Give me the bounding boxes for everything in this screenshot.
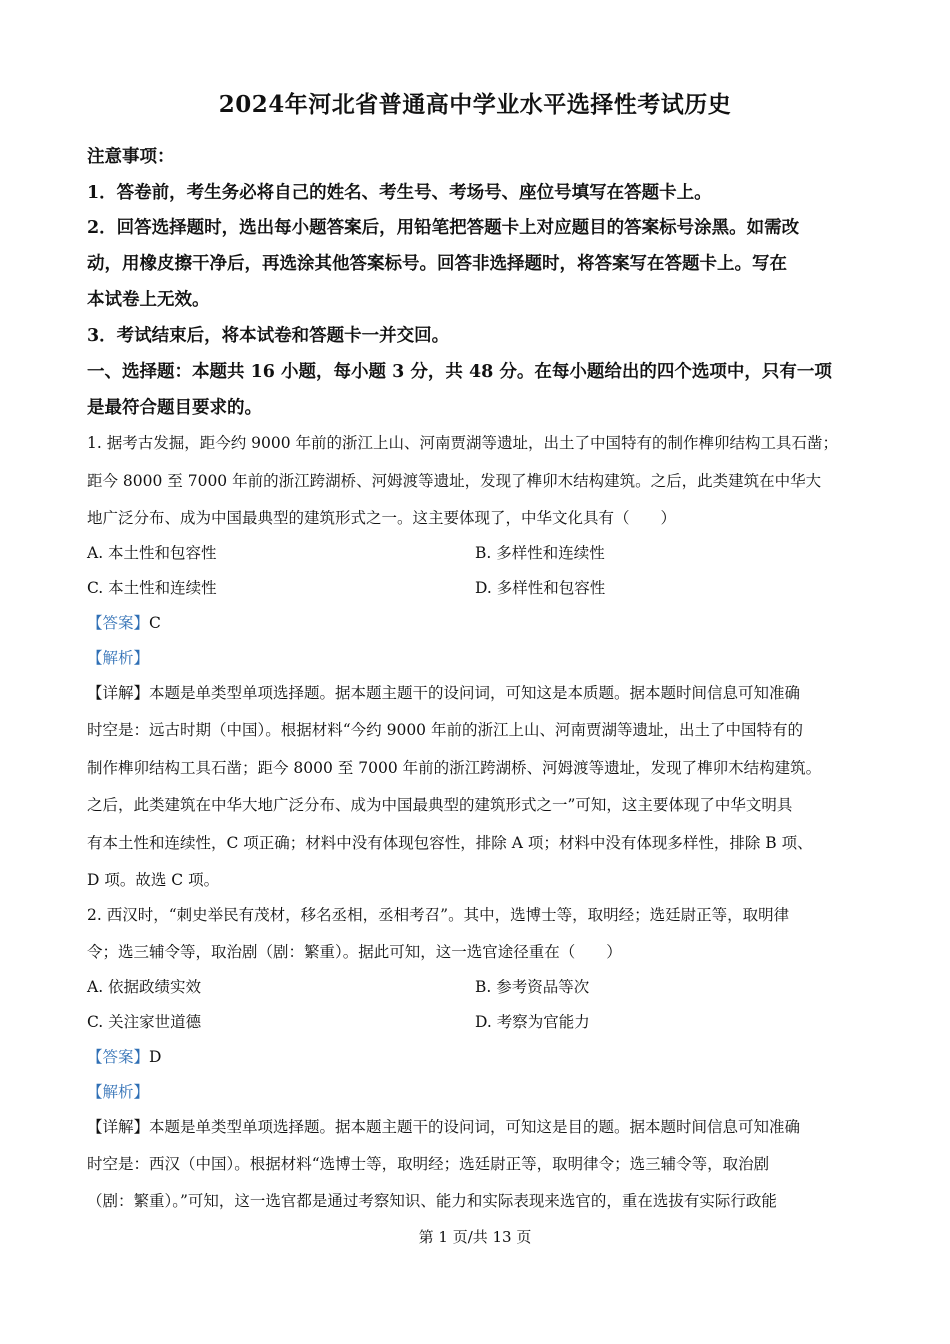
q2-detail-line-1 [87, 1115, 877, 1137]
notice-item-2-line-1: 2．回答选择题时，选出每小题答案后，用铅笔把答题卡上对应题目的答案标号涂黑。如需改 [87, 218, 800, 238]
q1-option-a: A. 本土性和包容性 [87, 544, 217, 562]
notice-heading: 注意事项： [87, 147, 175, 167]
q2-detail-text-1: 本题是单类型单项选择题。据本题主题干的设问词，可知这是目的题。据本题时间信息可知准确 [149, 1118, 801, 1136]
q1-detail-tag: 【详解】 [87, 684, 150, 702]
q1-detail-line-1 [87, 681, 877, 703]
q2-answer-value: D [149, 1048, 162, 1066]
q2-stem-line-2: 令；选三辅令等，取治剧（剧：繁重）。据此可知，这一选官途径重在（ ） [87, 943, 622, 961]
section-heading-line-1: 一、选择题：本题共 16 小题，每小题 3 分，共 48 分。在每小题给出的四个选项中，只有一项 [87, 362, 832, 382]
q2-detail-line-3: （剧：繁重）。”可知，这一选官都是通过考察知识、能力和实际表现来选官的，重在选拔有实际行政能 [87, 1192, 777, 1210]
q1-detail-line-4: 之后，此类建筑在中华大地广泛分布、成为中国最典型的建筑形式之一”可知，这主要体现了中华文明具 [87, 796, 793, 814]
q1-stem-line-1: 1. 据考古发掘，距今约 9000 年前的浙江上山、河南贾湖等遗址，出土了中国特有的制作榫卯结构工具石凿； [87, 434, 839, 452]
q1-detail-line-6: D 项。故选 C 项。 [87, 871, 220, 889]
q1-analysis-tag: 【解析】 [87, 649, 150, 667]
q2-detail-tag: 【详解】 [87, 1118, 150, 1136]
section-heading-line-2: 是最符合题目要求的。 [87, 398, 262, 418]
q1-answer-value: C [149, 614, 161, 632]
q2-option-b: B. 参考资品等次 [475, 978, 590, 996]
q1-detail-line-3: 制作榫卯结构工具石凿；距今 8000 至 7000 年前的浙江跨湖桥、河姆渡等遗址，发现了榫卯木结构建筑。 [87, 759, 822, 777]
q1-options-row-2 [87, 576, 877, 598]
q2-answer [87, 1045, 877, 1067]
q1-stem-line-3: 地广泛分布、成为中国最典型的建筑形式之一。这主要体现了，中华文化具有（ ） [87, 509, 677, 527]
page-title: 2024年河北省普通高中学业水平选择性考试历史 [218, 91, 732, 118]
notice-item-2-line-2: 动，用橡皮擦干净后，再选涂其他答案标号。回答非选择题时，将答案写在答题卡上。写在 [87, 254, 787, 274]
q1-detail-text-1: 本题是单类型单项选择题。据本题主题干的设问词，可知这是本质题。据本题时间信息可知准确 [149, 684, 801, 702]
q1-options-row-1 [87, 541, 877, 563]
q1-stem-line-2: 距今 8000 至 7000 年前的浙江跨湖桥、河姆渡等遗址，发现了榫卯木结构建筑。之后，此类建筑在中华大 [87, 472, 822, 490]
q2-detail-line-2: 时空是：西汉（中国）。根据材料“选博士等，取明经；选廷尉正等，取明律令；选三辅令等，取治剧 [87, 1155, 770, 1173]
q1-detail-line-5: 有本土性和连续性，C 项正确；材料中没有体现包容性，排除 A 项；材料中没有体现多样性，排除 B 项、 [87, 834, 813, 852]
q2-option-d: D. 考察为官能力 [475, 1013, 590, 1031]
q1-option-b: B. 多样性和连续性 [475, 544, 605, 562]
q2-options-row-1 [87, 975, 877, 997]
q1-option-d: D. 多样性和包容性 [475, 579, 606, 597]
q2-answer-tag: 【答案】 [87, 1048, 150, 1066]
q1-answer-tag: 【答案】 [87, 614, 150, 632]
q2-options-row-2 [87, 1010, 877, 1032]
page-footer: 第 1 页/共 13 页 [418, 1228, 532, 1246]
q1-option-c: C. 本土性和连续性 [87, 579, 217, 597]
notice-item-3: 3．考试结束后，将本试卷和答题卡一并交回。 [87, 326, 450, 346]
notice-item-2-line-3: 本试卷上无效。 [87, 290, 210, 310]
q2-analysis-tag: 【解析】 [87, 1083, 150, 1101]
notice-item-1: 1．答卷前，考生务必将自己的姓名、考生号、考场号、座位号填写在答题卡上。 [87, 183, 712, 203]
q2-option-c: C. 关注家世道德 [87, 1013, 202, 1031]
q1-detail-line-2: 时空是：远古时期（中国）。根据材料“今约 9000 年前的浙江上山、河南贾湖等遗址，出土了中国特有的 [87, 721, 803, 739]
q2-stem-line-1: 2. 西汉时，“刺史举民有茂材，移名丞相，丞相考召”。其中，选博士等，取明经；选廷尉正等，取明律 [87, 906, 790, 924]
q2-option-a: A. 依据政绩实效 [87, 978, 202, 996]
q1-answer [87, 611, 877, 633]
